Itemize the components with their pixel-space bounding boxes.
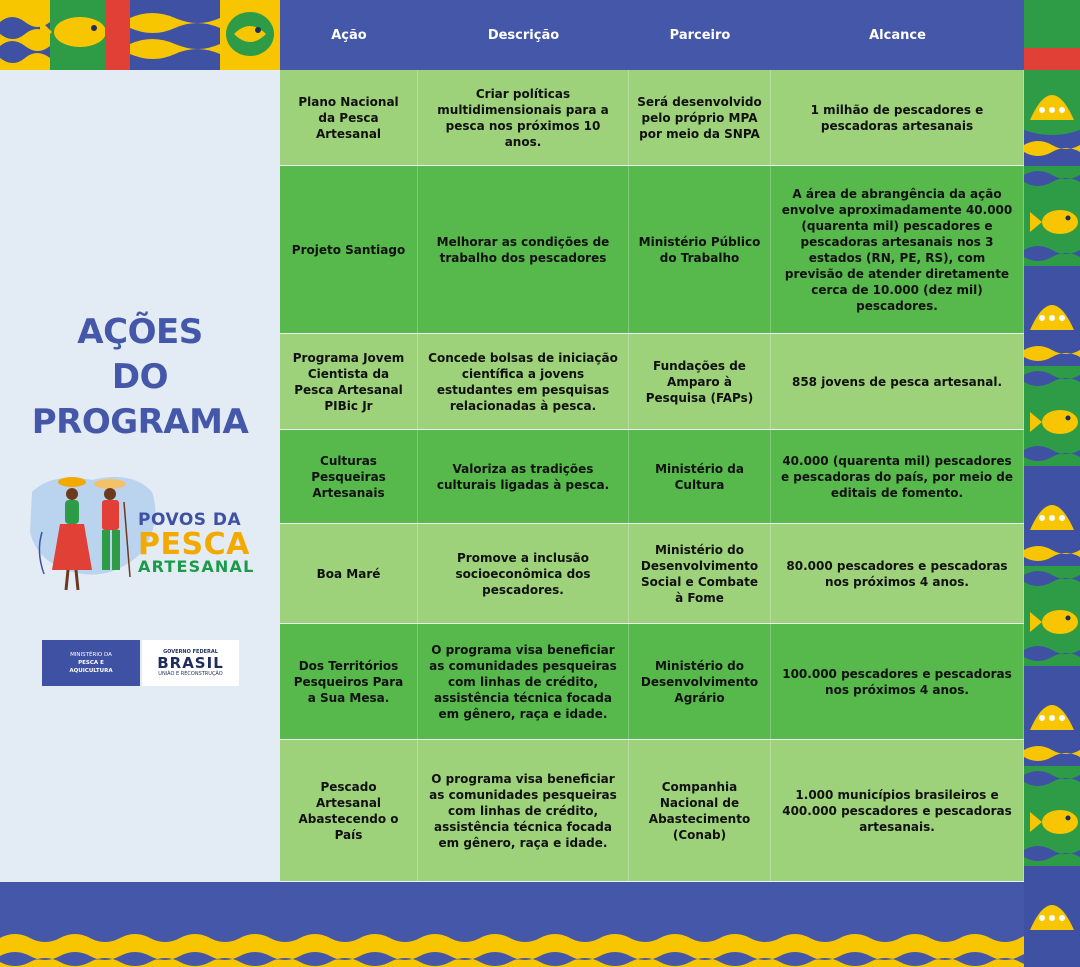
table-header [280, 0, 1024, 70]
cell-descricao: O programa visa beneficiar as comunidades pesqueiras com linhas de crédito, assistência técnica focada em gênero, raça e idade. [418, 740, 629, 881]
logo-line: ARTESANAL [138, 557, 255, 576]
title-line: DO [111, 357, 169, 397]
left-panel [0, 70, 280, 882]
cell-alcance: 40.000 (quarenta mil) pescadores e pescadoras do país, por meio de editais de fomento. [771, 430, 1024, 523]
table-row [280, 624, 1024, 740]
cell-alcance: A área de abrangência da ação envolve aproximadamente 40.000 (quarenta mil) pescadores e pescadoras artesanais nos 3 estados (RN, PE, RS), com previsão de atender diretamente cerca de 10.000 (dez mil) pescadores. [771, 166, 1024, 333]
cell-descricao: Concede bolsas de iniciação científica a jovens estudantes em pesquisas relacionadas à pesca. [418, 334, 629, 429]
cell-descricao: Criar políticas multidimensionais para a pesca nos próximos 10 anos. [418, 70, 629, 165]
cell-alcance: 80.000 pescadores e pescadoras nos próximos 4 anos. [771, 524, 1024, 623]
cell-parceiro: Companhia Nacional de Abastecimento (Conab) [629, 740, 771, 881]
ministry-logo-line: MINISTÉRIO DA [70, 652, 112, 658]
program-title [0, 310, 280, 445]
cell-parceiro: Ministério do Desenvolvimento Agrário [629, 624, 771, 739]
cell-acao: Culturas Pesqueiras Artesanais [280, 430, 418, 523]
header-parceiro: Parceiro [669, 27, 731, 43]
title-line: PROGRAMA [31, 402, 249, 442]
cell-parceiro: Será desenvolvido pelo próprio MPA por meio da SNPA [629, 70, 771, 165]
gov-logo-brand: BRASIL [157, 654, 224, 672]
cell-acao: Programa Jovem Cientista da Pesca Artesanal PIBic Jr [280, 334, 418, 429]
ministry-logo [42, 640, 140, 686]
cell-descricao: Melhorar as condições de trabalho dos pescadores [418, 166, 629, 333]
fish-pattern-icon [0, 0, 280, 70]
cell-descricao: Valoriza as tradições culturais ligadas à pesca. [418, 430, 629, 523]
table-row [280, 740, 1024, 882]
fish-wave-pattern-icon [1024, 0, 1080, 967]
cell-acao: Pescado Artesanal Abastecendo o País [280, 740, 418, 881]
cell-acao: Dos Territórios Pesqueiros Para a Sua Mesa. [280, 624, 418, 739]
cell-parceiro: Fundações de Amparo à Pesquisa (FAPs) [629, 334, 771, 429]
logo-line: PESCA [138, 527, 250, 562]
header-acao: Ação [331, 27, 367, 43]
gov-logo-bottom: UNIÃO E RECONSTRUÇÃO [158, 671, 223, 677]
cell-descricao: O programa visa beneficiar as comunidades pesqueiras com linhas de crédito, assistência técnica focada em gênero, raça e idade. [418, 624, 629, 739]
table-row [280, 430, 1024, 524]
cell-parceiro: Ministério Público do Trabalho [629, 166, 771, 333]
povos-da-pesca-logo [138, 512, 255, 575]
decorative-strip [1024, 0, 1080, 967]
table-row [280, 166, 1024, 334]
cell-alcance: 1 milhão de pescadores e pescadoras artesanais [771, 70, 1024, 165]
table-row [280, 70, 1024, 166]
header-descricao: Descrição [487, 27, 560, 43]
gov-logo-top: GOVERNO FEDERAL [163, 649, 218, 655]
table-row [280, 334, 1024, 430]
actions-table [280, 0, 1024, 882]
cell-acao: Plano Nacional da Pesca Artesanal [280, 70, 418, 165]
cell-descricao: Promove a inclusão socioeconômica dos pescadores. [418, 524, 629, 623]
title-line: AÇÕES [77, 312, 203, 352]
government-logo [142, 640, 239, 686]
wave-pattern-icon [0, 930, 1080, 967]
cell-alcance: 100.000 pescadores e pescadoras nos próximos 4 anos. [771, 624, 1024, 739]
cell-parceiro: Ministério do Desenvolvimento Social e Combate à Fome [629, 524, 771, 623]
cell-parceiro: Ministério da Cultura [629, 430, 771, 523]
ministry-logo-line: PESCA E [78, 660, 104, 666]
cell-alcance: 858 jovens de pesca artesanal. [771, 334, 1024, 429]
cell-acao: Projeto Santiago [280, 166, 418, 333]
cell-alcance: 1.000 municípios brasileiros e 400.000 pescadores e pescadoras artesanais. [771, 740, 1024, 881]
header-alcance: Alcance [869, 27, 926, 43]
ministry-logo-line: AQUICULTURA [69, 668, 113, 674]
cell-acao: Boa Maré [280, 524, 418, 623]
table-row [280, 524, 1024, 624]
logo-line: POVOS DA [138, 510, 242, 530]
decorative-banner [0, 0, 280, 70]
